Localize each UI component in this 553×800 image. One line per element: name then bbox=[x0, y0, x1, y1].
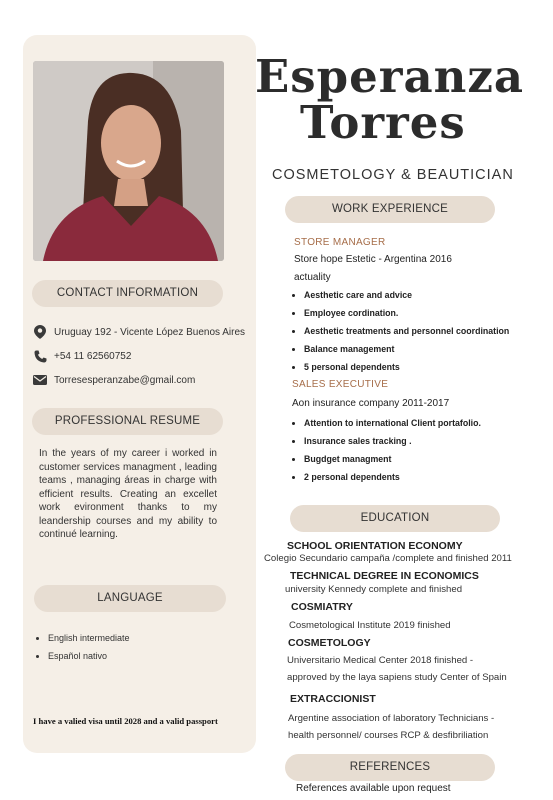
envelope-icon bbox=[33, 373, 47, 387]
job-task: • 5 personal dependents bbox=[304, 362, 509, 380]
job-task: • 2 personal dependents bbox=[304, 472, 481, 490]
job-title: COSMETOLOGY & BEAUTICIAN bbox=[272, 167, 514, 183]
job-company: Aon insurance company 2011-2017 bbox=[292, 398, 450, 409]
phone-text: +54 11 62560752 bbox=[54, 350, 132, 362]
language-list bbox=[34, 633, 130, 669]
education-detail: health personnel/ courses RCP & desfibriliation bbox=[288, 730, 489, 741]
job-task: • Aesthetic care and advice bbox=[304, 290, 509, 308]
email-text: Torresesperanzabe@gmail.com bbox=[54, 374, 196, 386]
job-task-list bbox=[290, 290, 509, 380]
job-task: • Employee cordination. bbox=[304, 308, 509, 326]
contact-heading: CONTACT INFORMATION bbox=[32, 280, 223, 307]
job-task: • Balance management bbox=[304, 344, 509, 362]
location-pin-icon bbox=[33, 325, 47, 339]
last-name: Torres bbox=[300, 96, 466, 149]
resume-heading: PROFESSIONAL RESUME bbox=[32, 408, 223, 435]
education-detail: Cosmetological Institute 2019 finished bbox=[289, 620, 451, 631]
job-company: Store hope Estetic - Argentina 2016 bbox=[294, 254, 452, 265]
education-title: EXTRACCIONIST bbox=[290, 693, 376, 705]
education-detail: approved by the laya sapiens study Center of Spain bbox=[287, 672, 507, 683]
profile-photo-illustration bbox=[33, 61, 224, 261]
language-item: • Español nativo bbox=[48, 651, 130, 661]
language-item: • English intermediate bbox=[48, 633, 130, 643]
job-period: actuality bbox=[294, 272, 331, 283]
contact-address bbox=[33, 325, 245, 339]
visa-note: I have a valied visa until 2028 and a valid passport bbox=[33, 716, 218, 726]
job-role: STORE MANAGER bbox=[294, 237, 386, 248]
job-task: • Bugdget managment bbox=[304, 454, 481, 472]
references-heading: REFERENCES bbox=[285, 754, 495, 781]
education-detail: Universitario Medical Center 2018 finished - bbox=[287, 655, 474, 666]
phone-icon bbox=[33, 349, 47, 363]
contact-phone bbox=[33, 349, 131, 363]
education-detail: Colegio Secundario campaña /complete and finished 2011 bbox=[264, 553, 512, 564]
education-detail: Argentine association of laboratory Technicians - bbox=[288, 713, 495, 724]
job-role: SALES EXECUTIVE bbox=[292, 379, 389, 390]
contact-email bbox=[33, 373, 195, 387]
education-heading: EDUCATION bbox=[290, 505, 500, 532]
job-task: • Aesthetic treatments and personnel coordination bbox=[304, 326, 509, 344]
references-text: References available upon request bbox=[296, 783, 451, 794]
profile-photo bbox=[33, 61, 224, 261]
education-detail: university Kennedy complete and finished bbox=[285, 584, 463, 595]
education-title: SCHOOL ORIENTATION ECONOMY bbox=[287, 540, 463, 552]
job-task-list bbox=[290, 418, 481, 490]
education-title: TECHNICAL DEGREE IN ECONOMICS bbox=[290, 570, 479, 582]
education-title: COSMIATRY bbox=[291, 601, 353, 613]
work-experience-heading: WORK EXPERIENCE bbox=[285, 196, 495, 223]
job-task: • Insurance sales tracking . bbox=[304, 436, 481, 454]
job-task: • Attention to international Client portafolio. bbox=[304, 418, 481, 436]
language-heading: LANGUAGE bbox=[34, 585, 226, 612]
address-text: Uruguay 192 - Vicente López Buenos Aires bbox=[54, 326, 246, 338]
education-title: COSMETOLOGY bbox=[288, 637, 371, 649]
first-name: Esperanza bbox=[255, 50, 525, 103]
resume-text: In the years of my career i worked in customer services managment , leading teams , managing áreas in charge with efficient results. Creating an excellet work evironment thanks to my leandership courses and my ability to continué learning. bbox=[39, 448, 217, 540]
